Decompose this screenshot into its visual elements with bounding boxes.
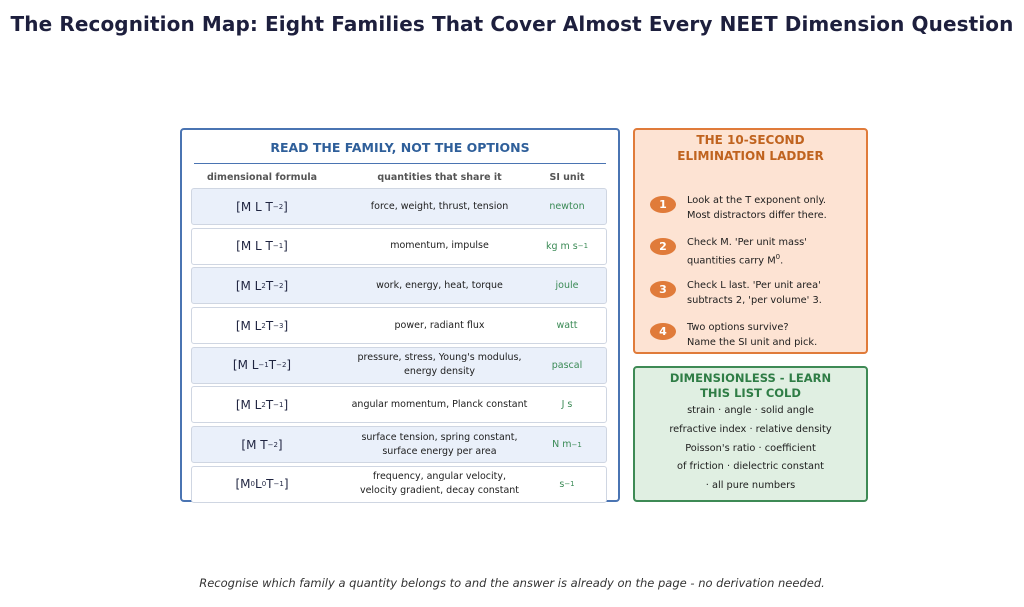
quantities-line: force, weight, thrust, tension (370, 200, 509, 212)
formula-exponent: −1 (273, 480, 284, 489)
dimensional-formula: [M L 2 T −2 ] (235, 278, 289, 293)
table-row (191, 188, 607, 225)
elimination-ladder-panel (633, 128, 868, 354)
quantities-text (394, 319, 484, 333)
footer-note: Recognise which family a quantity belongs to and the answer is already on the page - no derivation needed. (199, 576, 825, 590)
dimensionless-title-line1: DIMENSIONLESS - LEARN (669, 371, 832, 385)
quantities-line: frequency, angular velocity, (372, 471, 507, 483)
table-row (191, 466, 607, 503)
quantities-line: energy density (404, 366, 475, 378)
si-unit: s −1 (559, 478, 575, 490)
step-line: Check L last. 'Per unit area' (687, 280, 821, 291)
formula-exponent: −1 (272, 242, 284, 251)
family-table-panel (180, 128, 620, 502)
step-number-badge: 3 (650, 281, 676, 298)
table-row (191, 347, 607, 384)
dimensionless-item: of friction · dielectric constant (676, 461, 825, 472)
dimensionless-item: refractive index · relative density (669, 424, 832, 435)
ladder-title (635, 132, 866, 164)
dimensional-formula: [M L T −2 ] (236, 199, 288, 214)
step-line: quantities carry $M^0$. (687, 253, 784, 267)
shared-quantities (342, 467, 537, 502)
step-exponent: 0 (775, 253, 781, 261)
header-unit: SI unit (549, 172, 585, 183)
dimensional-formula: [M 0 L 0 T −1 ] (235, 477, 289, 492)
shared-quantities (342, 308, 537, 343)
unit-exponent: −1 (571, 440, 582, 449)
quantities-line: velocity gradient, decay constant (359, 485, 520, 497)
quantities-line: pressure, stress, Young's modulus, (357, 352, 522, 364)
step-line: Look at the T exponent only. (687, 195, 827, 206)
formula-exponent: −2 (273, 281, 284, 290)
shared-quantities (342, 387, 537, 422)
quantities-text (352, 398, 528, 412)
si-unit: joule (555, 280, 579, 292)
quantities-line: surface energy per area (382, 445, 497, 457)
table-row (191, 386, 607, 423)
ladder-step (635, 320, 866, 352)
si-unit: J s (561, 399, 573, 411)
step-line: Two options survive? (687, 322, 789, 333)
formula-exponent: −2 (267, 440, 278, 449)
quantities-line: surface tension, spring constant, (361, 431, 518, 443)
si-unit: watt (556, 320, 578, 332)
formula-exponent: 0 (261, 480, 267, 489)
unit-exponent: −1 (577, 242, 589, 251)
dimensionless-item: · all pure numbers (705, 480, 796, 491)
dimensionless-item: strain · angle · solid angle (687, 405, 814, 416)
quantities-text (360, 470, 519, 498)
ladder-title-line1: THE 10-SECOND (696, 133, 805, 147)
ladder-title-line2: ELIMINATION LADDER (677, 149, 824, 163)
dimensional-formula: [M T −2 ] (241, 437, 283, 452)
step-line: Check M. 'Per unit mass' (687, 237, 807, 248)
dimensionless-title-line2: THIS LIST COLD (700, 386, 801, 400)
dimensionless-panel (633, 366, 868, 502)
table-row (191, 426, 607, 463)
ladder-step (635, 235, 866, 267)
formula-exponent: −2 (272, 202, 284, 211)
si-unit: pascal (551, 359, 583, 371)
quantities-line: momentum, impulse (390, 240, 489, 252)
dimensional-formula: [M L 2 T −1 ] (235, 397, 289, 412)
ladder-step (635, 193, 866, 225)
si-unit: kg m s −1 (545, 240, 589, 252)
formula-exponent: −2 (276, 361, 287, 370)
unit-exponent: −1 (564, 480, 575, 489)
step-text (687, 193, 857, 223)
ladder-step (635, 278, 866, 310)
step-number-badge: 4 (650, 323, 676, 340)
dimensionless-title (635, 371, 866, 401)
dimensional-formula: [M L −1 T −2 ] (232, 358, 292, 373)
si-unit: N m −1 (552, 439, 582, 451)
shared-quantities (342, 427, 537, 462)
step-line: Most distractors differ there. (687, 210, 827, 221)
quantities-text (376, 279, 503, 293)
shared-quantities (342, 229, 537, 264)
table-row (191, 228, 607, 265)
page-title: The Recognition Map: Eight Families That Cover Almost Every NEET Dimension Question (10, 12, 1014, 36)
formula-exponent: −1 (273, 400, 284, 409)
quantities-text (371, 200, 508, 214)
quantities-text (390, 239, 489, 253)
formula-exponent: 2 (261, 281, 266, 290)
formula-exponent: 2 (261, 321, 266, 330)
step-number-badge: 2 (650, 238, 676, 255)
quantities-text (358, 351, 522, 379)
table-title: READ THE FAMILY, NOT THE OPTIONS (270, 140, 530, 155)
title-divider (194, 163, 606, 164)
quantities-text (361, 431, 517, 459)
step-text (687, 278, 857, 308)
step-text (687, 320, 857, 350)
dimensionless-item: Poisson's ratio · coefficient (685, 443, 816, 454)
si-unit: newton (549, 201, 585, 212)
formula-exponent: 0 (250, 480, 255, 489)
header-formula: dimensional formula (206, 172, 317, 183)
formula-exponent: −3 (273, 321, 284, 330)
shared-quantities (342, 348, 537, 383)
table-row (191, 267, 607, 304)
formula-exponent: −1 (258, 361, 269, 370)
step-line: Name the SI unit and pick. (687, 337, 818, 348)
shared-quantities (342, 189, 537, 224)
step-text (687, 235, 857, 268)
step-number-badge: 1 (650, 196, 676, 213)
quantities-line: power, radiant flux (394, 319, 485, 331)
quantities-line: work, energy, heat, torque (376, 279, 503, 291)
formula-exponent: 2 (261, 400, 266, 409)
dimensional-formula: [M L 2 T −3 ] (235, 318, 289, 333)
shared-quantities (342, 268, 537, 303)
table-row (191, 307, 607, 344)
family-rows (191, 188, 607, 506)
step-line: subtracts 2, 'per volume' 3. (687, 295, 822, 306)
dimensional-formula: [M L T −1 ] (236, 239, 288, 254)
header-quantities: quantities that share it (377, 172, 502, 183)
quantities-line: angular momentum, Planck constant (351, 398, 528, 410)
